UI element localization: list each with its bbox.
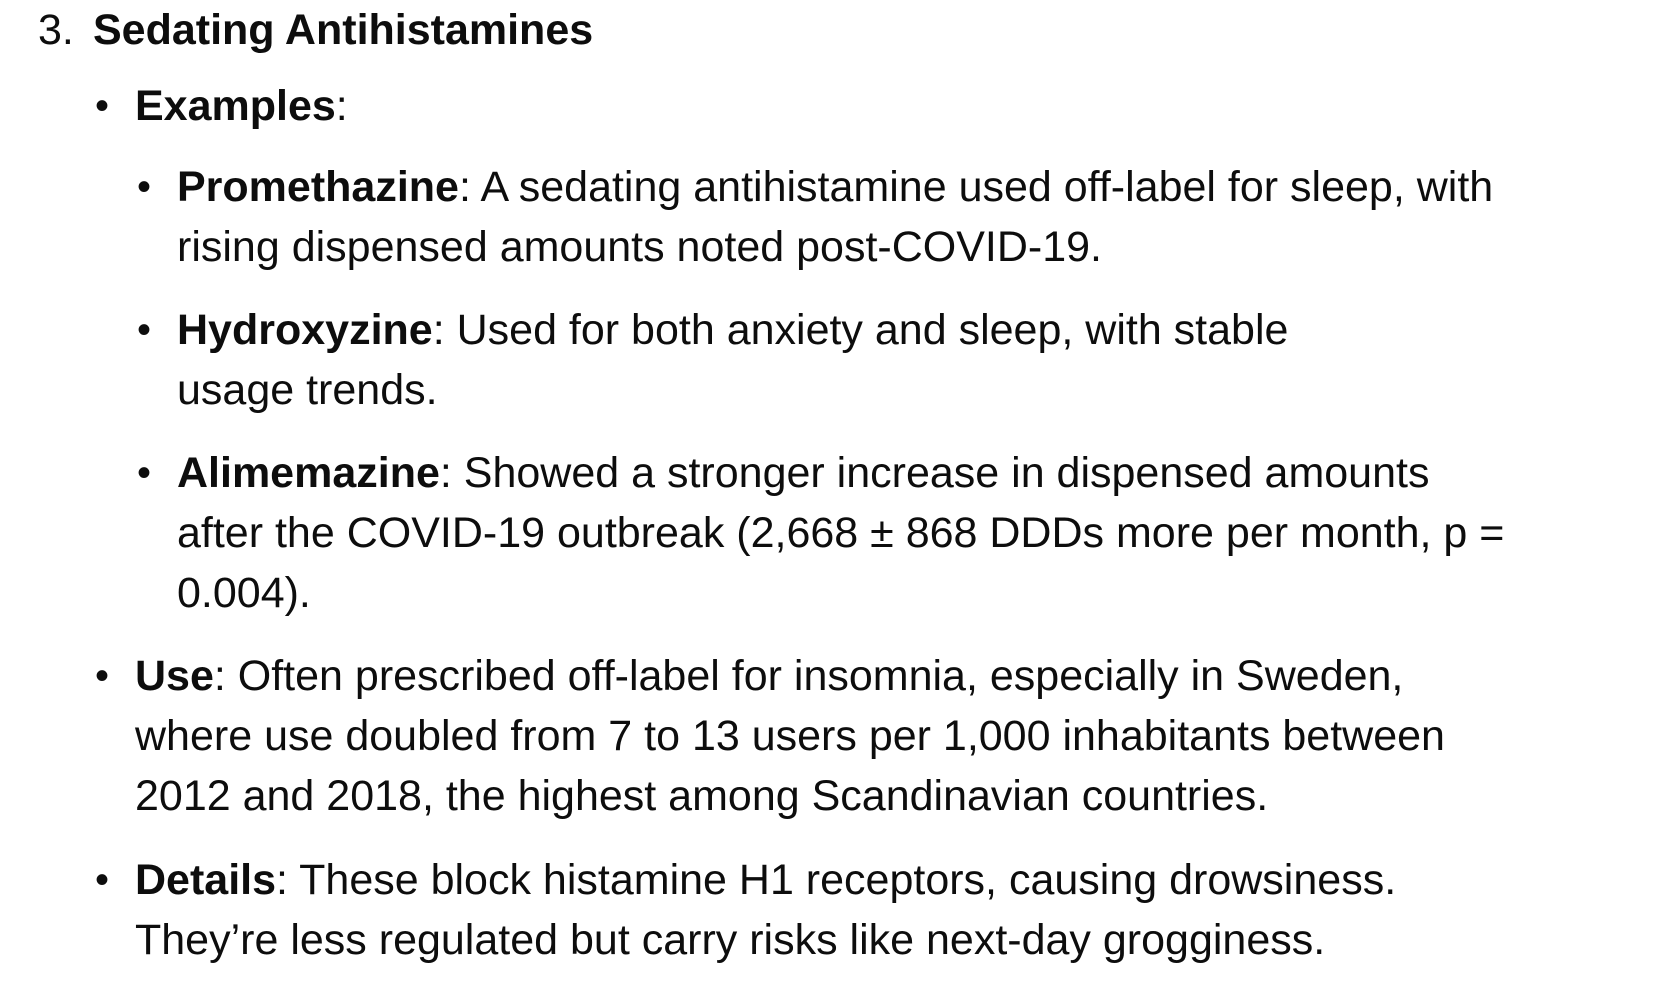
term-hydroxyzine: Hydroxyzine bbox=[177, 306, 433, 354]
item-text-line: : Used for both anxiety and sleep, with stable bbox=[432, 306, 1289, 354]
examples-label: Examples bbox=[135, 82, 336, 130]
bullet-icon: • bbox=[137, 451, 152, 495]
term-use: Use bbox=[135, 652, 214, 700]
item-text-line: : These block histamine H1 receptors, causing drowsiness. bbox=[276, 856, 1397, 904]
bullet-icon: • bbox=[137, 308, 152, 352]
item-text-line: : A sedating antihistamine used off-label for sleep, with bbox=[458, 163, 1494, 211]
section-heading bbox=[38, 4, 593, 56]
item-text-line: : Showed a stronger increase in dispensed amounts bbox=[439, 449, 1430, 497]
bullet-icon: • bbox=[95, 84, 110, 128]
bullet-icon: • bbox=[137, 165, 152, 209]
term-alimemazine: Alimemazine bbox=[177, 449, 440, 497]
item-text-line: where use doubled from 7 to 13 users per 1,000 inhabitants between bbox=[135, 712, 1445, 760]
item-text-line: 2012 and 2018, the highest among Scandinavian countries. bbox=[135, 772, 1269, 820]
section-title: Sedating Antihistamines bbox=[93, 6, 594, 54]
item-text-line: 0.004). bbox=[177, 569, 311, 617]
item-text-line: after the COVID-19 outbreak (2,668 ± 868 DDDs more per month, p = bbox=[177, 509, 1505, 557]
section-number: 3. bbox=[38, 6, 74, 54]
term-promethazine: Promethazine bbox=[177, 163, 459, 211]
bullet-icon: • bbox=[95, 858, 110, 902]
item-text-line: usage trends. bbox=[177, 366, 438, 414]
bullet-icon: • bbox=[95, 654, 110, 698]
examples-suffix: : bbox=[335, 82, 348, 130]
item-text-line: rising dispensed amounts noted post-COVID-19. bbox=[177, 223, 1102, 271]
term-details: Details bbox=[135, 856, 277, 904]
item-text-line: They’re less regulated but carry risks like next-day grogginess. bbox=[135, 916, 1326, 964]
item-text-line: : Often prescribed off-label for insomnia, especially in Sweden, bbox=[213, 652, 1404, 700]
